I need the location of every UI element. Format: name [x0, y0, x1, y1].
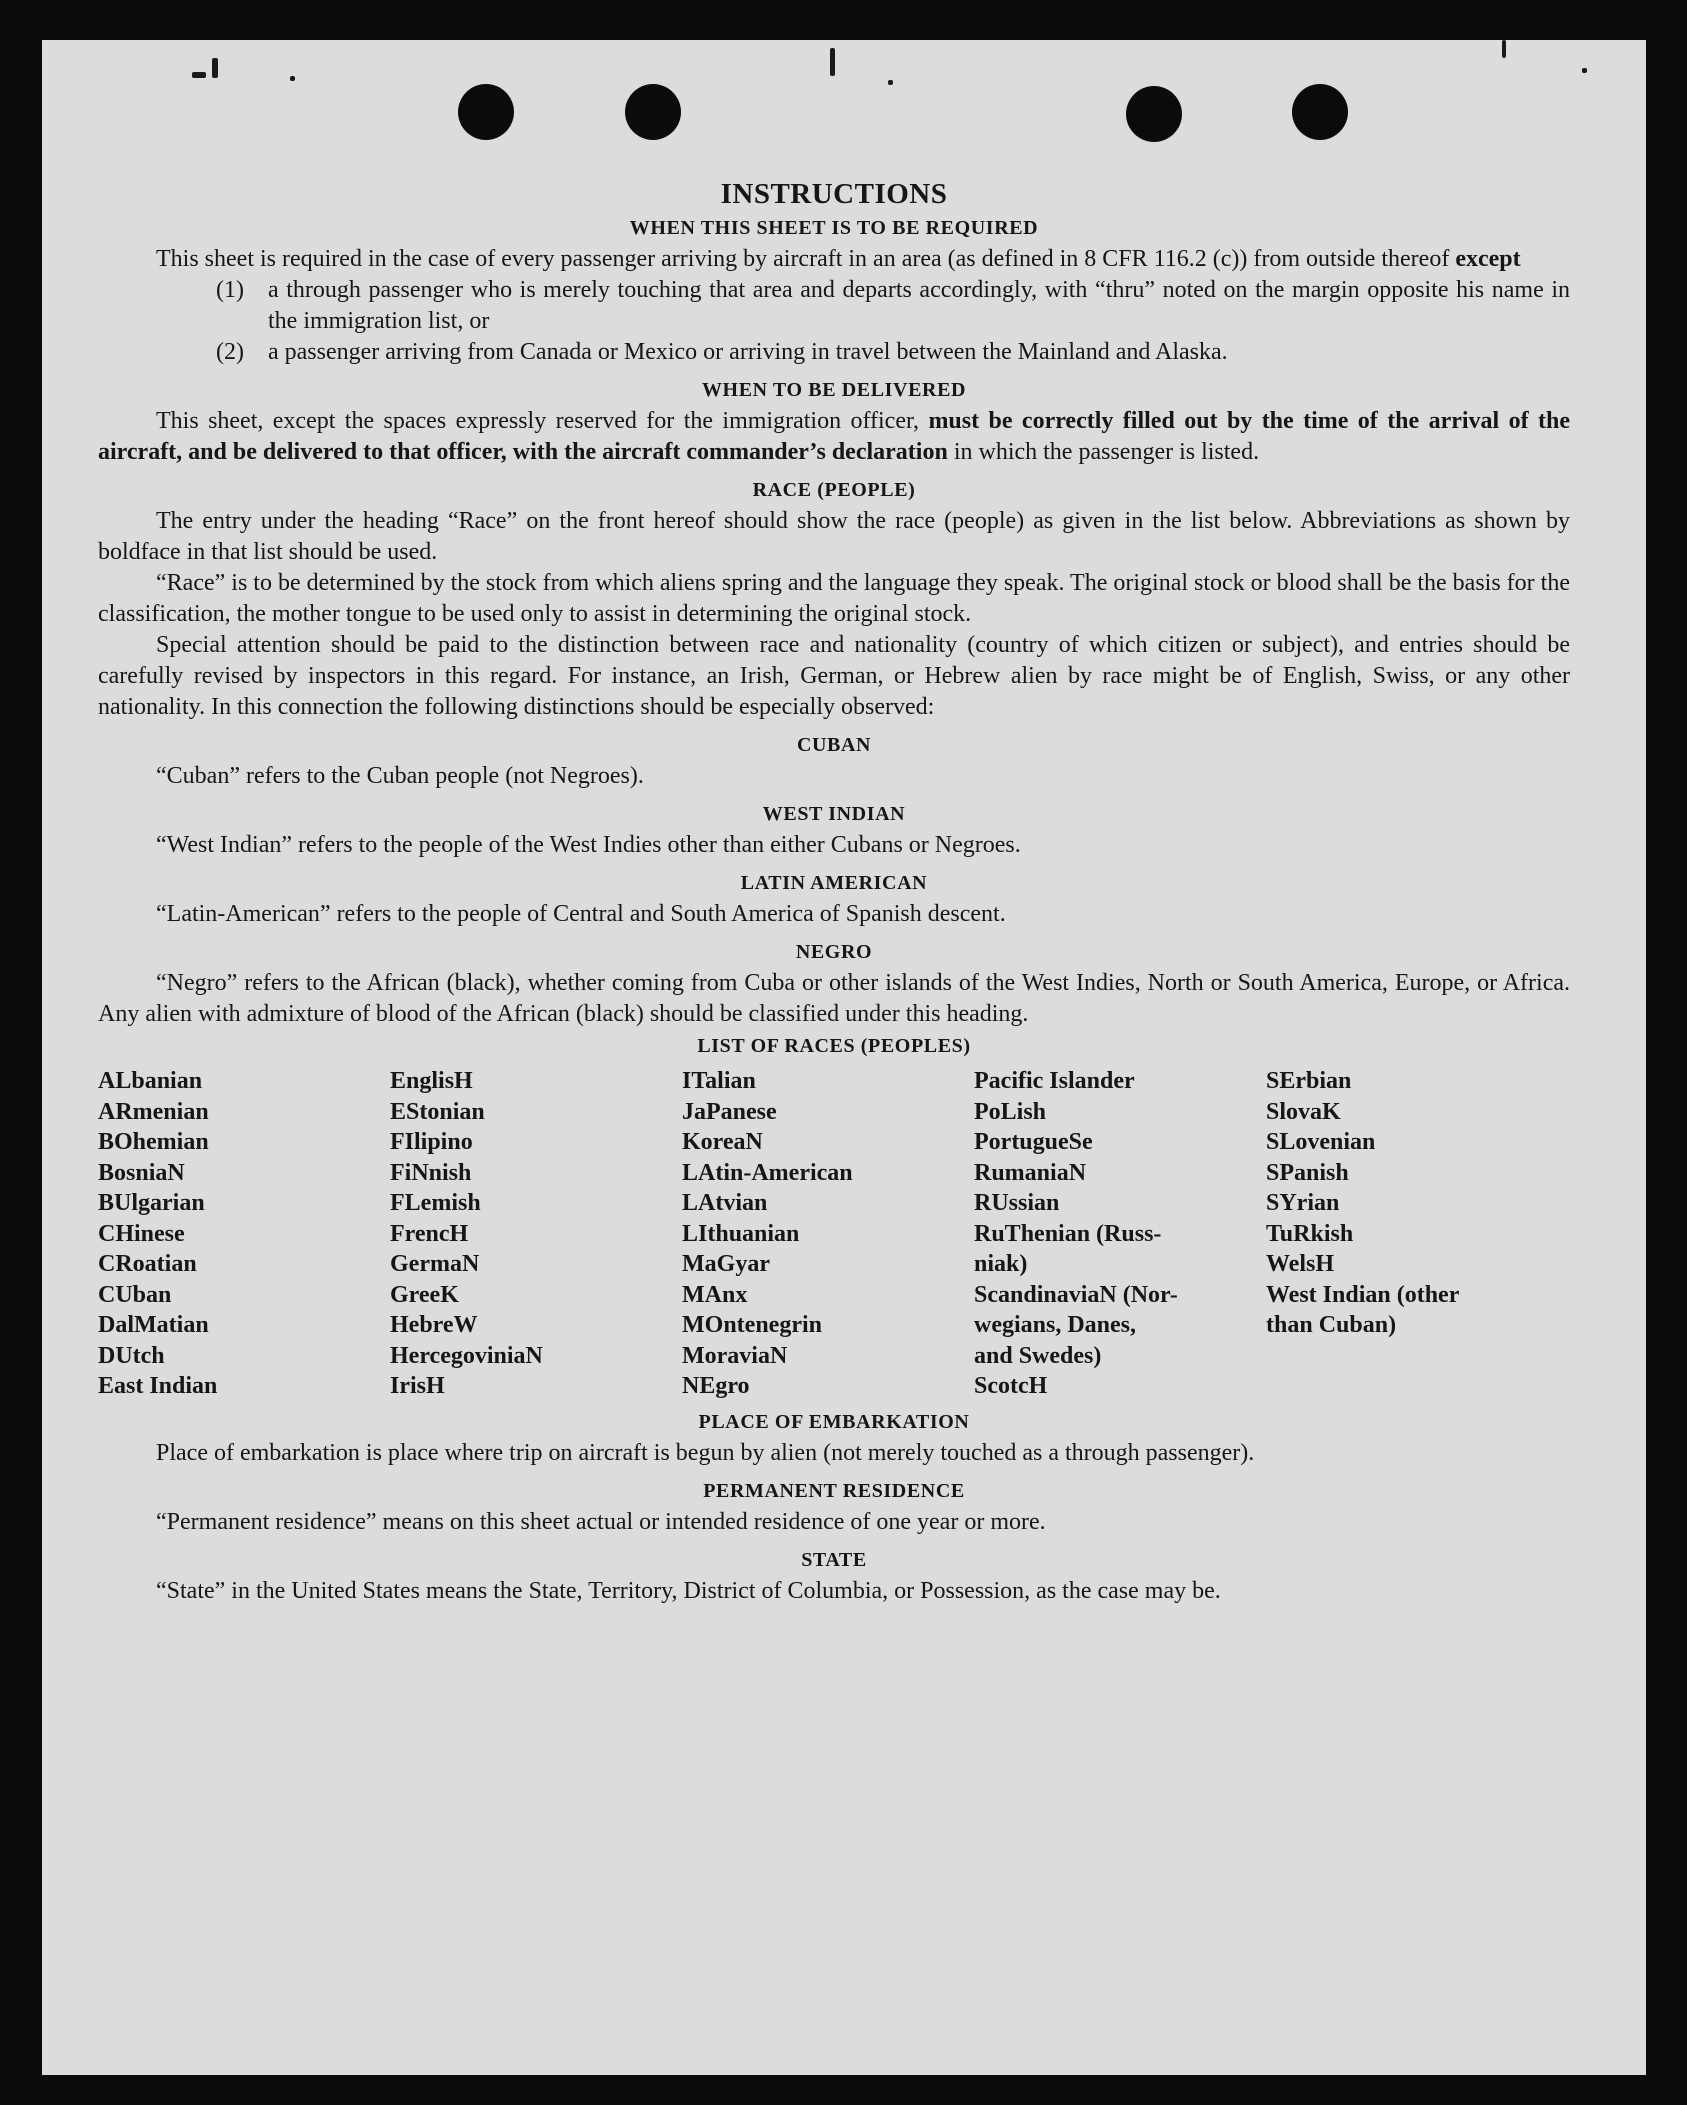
cuban-heading: CUBAN	[796, 734, 872, 756]
races-column	[98, 1066, 390, 1402]
race-entry: ScotcH	[974, 1373, 1048, 1399]
race-entry: RuThenian (Russ- niak)	[974, 1220, 1162, 1277]
cuban-text: “Cuban” refers to the Cuban people (not Negroes).	[156, 763, 644, 789]
race-entry: East Indian	[98, 1373, 218, 1399]
race-entry: FLemish	[390, 1190, 481, 1216]
scan-speck	[192, 72, 206, 78]
residence-text: “Permanent residence” means on this sheet actual or intended residence of one year or more.	[156, 1508, 1046, 1535]
race-entry: ScandinaviaN (Nor- wegians, Danes, and Swedes)	[974, 1281, 1178, 1369]
race-entry: CRoatian	[98, 1251, 197, 1277]
race-entry: MAnx	[682, 1281, 748, 1308]
race-entry: MOntenegrin	[682, 1312, 822, 1338]
race-entry: HercegoviniaN	[390, 1342, 543, 1369]
race-entry: CHinese	[98, 1220, 185, 1247]
race-entry: DUtch	[98, 1342, 165, 1369]
scan-speck	[1502, 40, 1506, 58]
embarkation-heading: PLACE OF EMBARKATION	[698, 1410, 970, 1433]
when-required-heading: WHEN THIS SHEET IS TO BE REQUIRED	[629, 217, 1039, 239]
race-entry: IrisH	[390, 1373, 445, 1399]
west-indian-heading: WEST INDIAN	[762, 803, 906, 825]
list-number: (2)	[216, 339, 244, 365]
race-entry: FrencH	[390, 1220, 469, 1247]
embarkation-text: Place of embarkation is place where trip on aircraft is begun by alien (not merely touched as a through passenger).	[156, 1439, 1255, 1466]
race-entry: FiNnish	[390, 1159, 472, 1186]
race-entry: GreeK	[390, 1281, 459, 1308]
race-entry: SlovaK	[1266, 1098, 1341, 1125]
race-paragraph-1: The entry under the heading “Race” on the front hereof should show the race (people) as given in the list below. Abbreviations as shown by boldface in that list should be used.	[98, 508, 1570, 565]
instructions-content	[98, 176, 1570, 1607]
race-entry: BUlgarian	[98, 1190, 205, 1216]
races-list	[98, 1066, 1570, 1402]
race-entry: ARmenian	[98, 1098, 209, 1125]
page-title: INSTRUCTIONS	[720, 178, 948, 210]
race-entry: SErbian	[1266, 1068, 1352, 1094]
race-entry: RumaniaN	[974, 1159, 1087, 1186]
scan-speck	[212, 58, 218, 78]
race-entry: RUssian	[974, 1190, 1060, 1216]
scan-speck	[290, 76, 295, 81]
race-paragraph-2: “Race” is to be determined by the stock from which aliens spring and the language they speak. The original stock or blood shall be the basis for the classification, the mother tongue to be used only to assist in determining the original stock.	[98, 570, 1570, 627]
race-entry: PortugueSe	[974, 1129, 1093, 1155]
race-entry: BosniaN	[98, 1159, 185, 1186]
race-entry: SLovenian	[1266, 1129, 1376, 1155]
race-entry: EnglisH	[390, 1068, 473, 1094]
race-entry: LAtin-American	[682, 1159, 853, 1186]
negro-heading: NEGRO	[795, 941, 873, 963]
race-heading: RACE (PEOPLE)	[752, 479, 916, 501]
race-entry: KoreaN	[682, 1129, 763, 1155]
race-entry: BOhemian	[98, 1129, 209, 1155]
races-column	[974, 1066, 1266, 1402]
race-entry: CUban	[98, 1281, 172, 1308]
race-entry: LIthuanian	[682, 1220, 800, 1247]
race-entry: ALbanian	[98, 1068, 203, 1094]
race-entry: MoraviaN	[682, 1342, 788, 1369]
scan-speck	[830, 48, 835, 76]
race-entry: WelsH	[1266, 1251, 1335, 1277]
race-entry: SPanish	[1266, 1159, 1349, 1186]
races-column	[1266, 1066, 1558, 1402]
when-delivered-text: This sheet, except the spaces expressly reserved for the immigration officer, must be correctly filled out by the time of the arrival of the aircraft, and be delivered to that officer, with the aircraft commander’s declaration in which the passenger is listed.	[98, 408, 1571, 465]
race-entry: ITalian	[682, 1068, 756, 1094]
race-entry: SYrian	[1266, 1190, 1340, 1216]
state-text: “State” in the United States means the State, Territory, District of Columbia, or Possession, as the case may be.	[156, 1577, 1221, 1604]
list-item	[216, 275, 1570, 337]
races-column	[682, 1066, 974, 1402]
race-paragraph-3: Special attention should be paid to the distinction between race and nationality (country of which citizen or subject), and entries should be carefully revised by inspectors in this regard. For instance, an Irish, German, or Hebrew alien by race might be of English, Swiss, or any other nationality. In this connection the following distinctions should be especially observed:	[98, 632, 1570, 720]
document-sheet	[42, 40, 1646, 2075]
state-heading: STATE	[801, 1548, 867, 1571]
race-entry: DalMatian	[98, 1312, 209, 1338]
list-of-races-heading: LIST OF RACES (PEOPLES)	[697, 1035, 971, 1057]
race-entry: JaPanese	[682, 1098, 777, 1125]
punch-hole	[1292, 84, 1348, 140]
race-entry: West Indian (other than Cuban)	[1266, 1281, 1460, 1338]
residence-heading: PERMANENT RESIDENCE	[703, 1479, 965, 1502]
latin-american-text: “Latin-American” refers to the people of Central and South America of Spanish descent.	[156, 901, 1006, 927]
when-delivered-heading: WHEN TO BE DELIVERED	[701, 379, 967, 401]
scan-speck	[888, 80, 893, 85]
race-entry: MaGyar	[682, 1251, 770, 1277]
race-entry: HebreW	[390, 1312, 478, 1338]
list-number: (1)	[216, 277, 244, 303]
latin-american-heading: LATIN AMERICAN	[740, 872, 928, 894]
list-text: a through passenger who is merely touching that area and departs accordingly, with “thru” noted on the margin opposite his name in the immigration list, or	[268, 277, 1570, 334]
race-entry: PoLish	[974, 1098, 1047, 1125]
negro-text: “Negro” refers to the African (black), whether coming from Cuba or other islands of the West Indies, North or South America, Europe, or Africa. Any alien with admixture of blood of the African (black) should be classified under this heading.	[98, 970, 1570, 1027]
race-entry: TuRkish	[1266, 1220, 1354, 1247]
race-entry: GermaN	[390, 1251, 480, 1277]
races-column	[390, 1066, 682, 1402]
race-entry: EStonian	[390, 1098, 485, 1125]
west-indian-text: “West Indian” refers to the people of the West Indies other than either Cubans or Negroes.	[156, 832, 1021, 858]
scan-speck	[1582, 68, 1587, 73]
punch-hole	[1126, 86, 1182, 142]
punch-hole	[625, 84, 681, 140]
race-entry: FIlipino	[390, 1129, 473, 1155]
when-required-text: This sheet is required in the case of every passenger arriving by aircraft in an area (as defined in 8 CFR 116.2 (c)) from outside thereof except	[156, 246, 1521, 272]
list-text: a passenger arriving from Canada or Mexico or arriving in travel between the Mainland and Alaska.	[268, 339, 1228, 365]
race-entry: NEgro	[682, 1373, 750, 1399]
list-item	[216, 337, 1570, 368]
race-entry: LAtvian	[682, 1190, 768, 1216]
race-entry: Pacific Islander	[974, 1068, 1135, 1094]
punch-hole	[458, 84, 514, 140]
